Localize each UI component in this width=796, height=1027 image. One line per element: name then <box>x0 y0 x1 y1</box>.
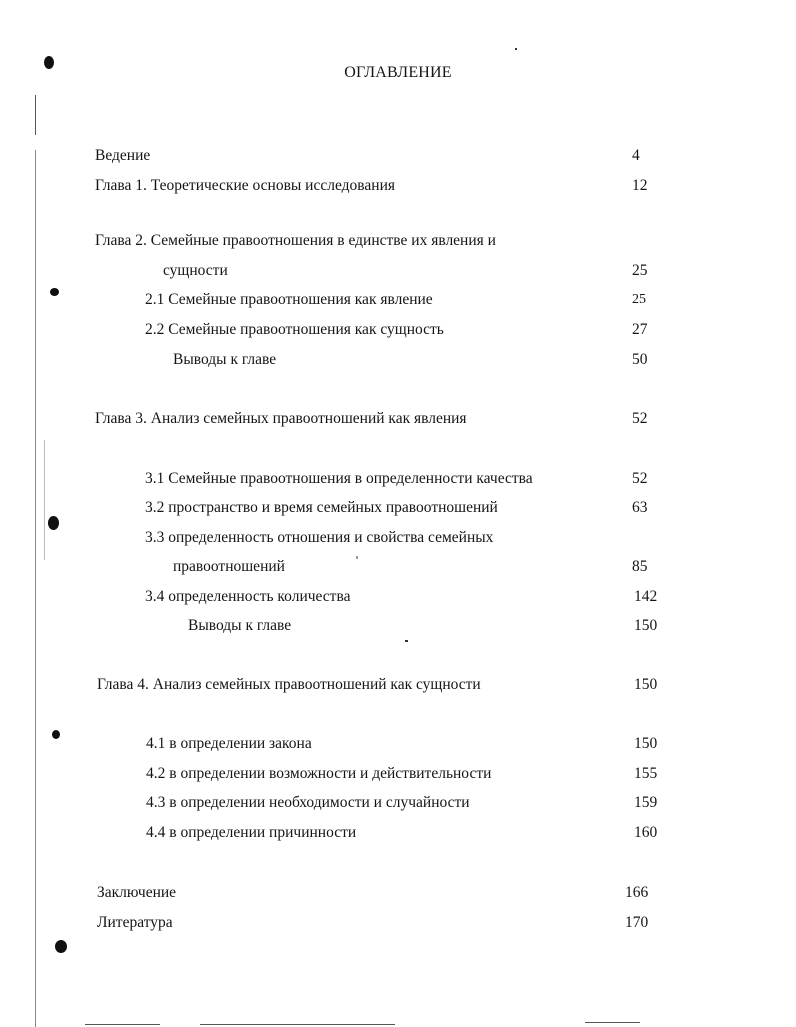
toc-entry-page: 52 <box>632 410 648 427</box>
scan-edge-line <box>35 150 36 1027</box>
toc-entry-text: 4.1 в определении закона <box>146 735 312 752</box>
scan-speck <box>405 640 408 642</box>
scan-edge-line <box>44 440 45 560</box>
toc-entry-page: 85 <box>632 558 648 575</box>
toc-entry-text: Глава 2. Семейные правоотношения в единстве их явления и <box>95 232 496 249</box>
toc-entry-text: сущности <box>163 262 228 279</box>
toc-entry-text: 3.3 определенность отношения и свойства семейных <box>145 529 494 546</box>
toc-entry-page: 27 <box>632 321 648 338</box>
toc-entry-page: 150 <box>634 676 658 693</box>
toc-entry-text: Глава 3. Анализ семейных правоотношений как явления <box>95 410 467 427</box>
toc-entry-page: 63 <box>632 499 648 516</box>
punch-hole-mark <box>50 288 59 296</box>
scan-bottom-line <box>585 1022 640 1023</box>
toc-entry-page: 160 <box>634 824 658 841</box>
toc-entry-text: Выводы к главе <box>188 617 292 634</box>
toc-entry-page: 50 <box>632 351 648 368</box>
scan-speck <box>356 556 358 559</box>
toc-entry-text: Выводы к главе <box>173 351 277 368</box>
toc-entry-page: 159 <box>634 794 658 811</box>
toc-entry-text: 4.3 в определении необходимости и случайности <box>146 794 470 811</box>
toc-entry-text: Глава 4. Анализ семейных правоотношений как сущности <box>97 676 481 693</box>
toc-entry-text: Литература <box>97 914 173 931</box>
toc-entry-text: 2.1 Семейные правоотношения как явление <box>145 291 433 308</box>
toc-entry-text: Ведение <box>95 147 151 164</box>
toc-entry-text: 4.4 в определении причинности <box>146 824 357 841</box>
toc-entry-page: 166 <box>625 884 649 901</box>
toc-entry-page: 52 <box>632 470 648 487</box>
toc-entry-text: 3.2 пространство и время семейных правоотношений <box>145 499 498 516</box>
toc-entry-page: 25 <box>632 262 648 279</box>
toc-entry-page: 12 <box>632 177 648 194</box>
toc-entry-text: 2.2 Семейные правоотношения как сущность <box>145 321 444 338</box>
punch-hole-mark <box>48 516 59 530</box>
toc-entry-text: Глава 1. Теоретические основы исследования <box>95 177 395 194</box>
toc-entry-page: 150 <box>634 617 658 634</box>
toc-entry-text: правоотношений <box>173 558 285 575</box>
scan-speck <box>515 48 517 50</box>
toc-entry-text: Заключение <box>97 884 177 901</box>
toc-entry-page: 170 <box>625 914 649 931</box>
toc-entry-page: 155 <box>634 765 658 782</box>
punch-hole-mark <box>55 940 67 953</box>
punch-hole-mark <box>52 730 60 739</box>
toc-title: ОГЛАВЛЕНИЕ <box>344 64 452 81</box>
toc-entry-page: 150 <box>634 735 658 752</box>
scan-bottom-line <box>200 1024 395 1025</box>
toc-entry-page: 25 <box>632 292 646 307</box>
toc-entry-page: 142 <box>634 588 658 605</box>
toc-entry-text: 3.1 Семейные правоотношения в определенности качества <box>145 470 533 487</box>
toc-entry-text: 4.2 в определении возможности и действительности <box>146 765 492 782</box>
toc-entry-page: 4 <box>632 147 640 164</box>
toc-entry-text: 3.4 определенность количества <box>145 588 351 605</box>
scan-edge-line <box>35 95 36 135</box>
scan-bottom-line <box>85 1024 160 1025</box>
